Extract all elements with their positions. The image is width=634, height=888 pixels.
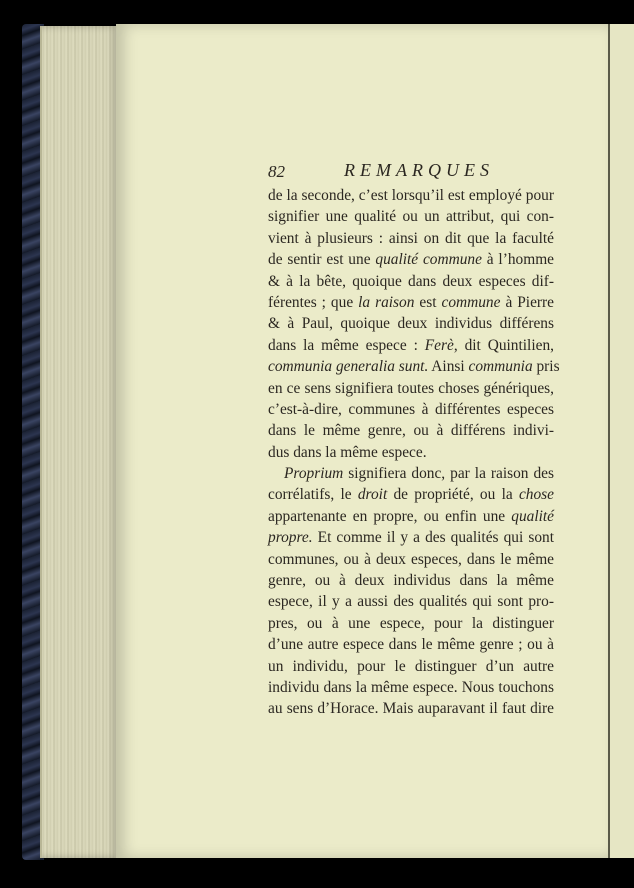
page-header (268, 160, 568, 184)
text-segment: d’une autre espece dans le même genre ; ou à (268, 636, 554, 654)
text-line (268, 570, 554, 591)
text-line (268, 463, 554, 484)
text-line (268, 698, 554, 719)
text-segment: Et comme il y a des qualités qui sont (312, 529, 554, 547)
text-segment: vient à plusieurs : ainsi on dit que la faculté (268, 229, 554, 247)
italic-text: Ferè (424, 336, 454, 354)
italic-text: commune (441, 293, 501, 311)
italic-text: la raison (358, 293, 415, 311)
text-line (268, 378, 554, 399)
text-segment: & à la bête, quoique dans deux especes dif- (268, 272, 554, 290)
text-segment: espece, il y a aussi des qualités qui sont pro- (268, 593, 554, 611)
text-line (268, 335, 554, 356)
text-line (268, 484, 554, 505)
text-segment: pris (532, 358, 560, 376)
italic-text: communia generalia sunt. (268, 358, 429, 376)
italic-text: propre. (268, 529, 313, 547)
text-segment: dans le même genre, ou à différens indivi- (268, 422, 554, 440)
facing-page-edge (608, 24, 634, 858)
page-number: 82 (268, 162, 285, 181)
text-segment: corrélatifs, le (268, 486, 358, 504)
text-segment: de sentir est une (268, 251, 376, 269)
text-line (268, 185, 554, 206)
text-segment: en ce sens signifiera toutes choses génériques, (268, 379, 554, 397)
text-line (268, 399, 554, 420)
text-segment: de la seconde, c’est lorsqu’il est employé pour (268, 187, 554, 204)
text-line (268, 356, 560, 377)
text-line (268, 442, 554, 463)
text-line (268, 249, 554, 270)
text-segment: appartenante en propre, ou enfin une (268, 507, 512, 525)
text-line (268, 634, 554, 655)
body-text (268, 185, 560, 720)
text-line (268, 677, 554, 698)
text-line (268, 313, 554, 334)
text-line (268, 613, 554, 634)
text-line (268, 206, 554, 227)
italic-text: communia (468, 358, 533, 376)
text-segment: signifiera donc, par la raison des (343, 465, 554, 483)
text-segment: férentes ; que (268, 293, 359, 311)
text-line (268, 506, 554, 527)
text-segment: est (414, 293, 442, 311)
text-line (268, 271, 554, 292)
text-segment: communes, ou à deux especes, dans le même (268, 550, 554, 568)
text-segment: genre, ou à deux individus dans la même (268, 572, 554, 590)
text-segment: dus dans la même espece. (268, 443, 427, 461)
text-segment: signifier une qualité ou un attribut, qui con- (268, 208, 554, 226)
text-segment: dans la même espece : (268, 336, 425, 354)
text-segment: à l’homme (481, 251, 554, 269)
text-segment: de propriété, ou la (387, 486, 519, 504)
text-line (268, 549, 554, 570)
text-line (268, 656, 554, 677)
text-line (268, 527, 554, 548)
running-head: REMARQUES (344, 160, 494, 180)
text-segment: , dit Quintilien, (453, 336, 554, 354)
text-segment: à Pierre (500, 293, 554, 311)
text-segment: un individu, pour le distinguer d’un autre (268, 657, 554, 675)
italic-text: chose (518, 486, 554, 504)
page-edges (40, 26, 120, 858)
text-line (268, 420, 554, 441)
italic-text: qualité (511, 507, 554, 525)
text-segment: c’est-à-dire, communes à différentes especes (268, 400, 554, 418)
text-line (268, 591, 554, 612)
italic-text: Proprium (284, 465, 344, 483)
italic-text: qualité commune (375, 251, 482, 269)
text-segment: individu dans la même espece. Nous touchons (268, 678, 554, 696)
italic-text: droit (357, 486, 388, 504)
text-segment: pres, ou à une espece, pour la distinguer (268, 614, 554, 632)
text-segment: & à Paul, quoique deux individus différens (268, 315, 554, 333)
text-segment: Ainsi (428, 358, 469, 376)
text-line (268, 228, 554, 249)
text-line (268, 292, 554, 313)
text-segment: au sens d’Horace. Mais auparavant il faut dire (268, 700, 554, 718)
